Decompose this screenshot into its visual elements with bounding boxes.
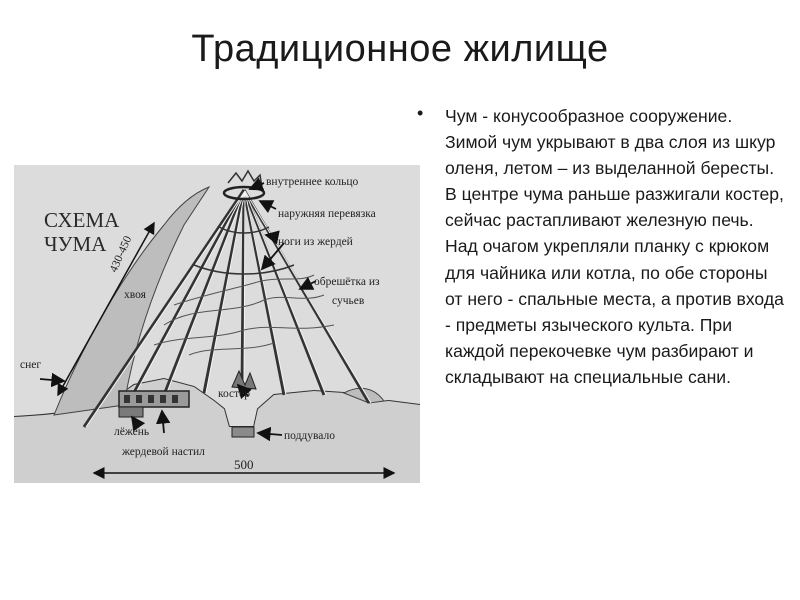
label-outer-tie: наружняя перевязка [278, 208, 376, 220]
air-vent [232, 427, 254, 437]
label-pole-legs: ноги из жердей [278, 236, 353, 248]
label-snow: снег [20, 359, 42, 371]
width-dim-label: 500 [234, 457, 254, 472]
label-lathing-line2: сучьев [332, 295, 365, 307]
bullet-marker: • [417, 103, 424, 123]
label-lathing-line1: обрешётка из [314, 276, 380, 288]
label-pole-floor: жердевой настил [122, 446, 205, 458]
label-needles: хвоя [124, 289, 146, 301]
label-bed: лёжень [114, 426, 150, 438]
chum-diagram-drawing [14, 165, 420, 483]
label-air-vent: поддувало [284, 430, 335, 442]
bed-log [119, 407, 143, 417]
label-inner-ring: внутреннее кольцо [266, 176, 359, 188]
label-fire: костёр [218, 388, 251, 400]
chum-diagram [14, 165, 420, 483]
slide-title: Традиционное жилище [191, 28, 609, 70]
schema-title-line1: СХЕМА [44, 208, 120, 232]
schema-title-line2: ЧУМА [44, 232, 107, 256]
bullet-text: Чум - конусообразное сооружение. Зимой чум укрывают в два слоя из шкур оленя, летом – из выделанной бересты. В центре чума раньше разжигали костер, сейчас растапливают железную печь. Над очагом укрепляли планку с крюком для чайника или котла, по обе стороны от него - спальные места, а против входа - предметы языческого культа. При каждой перекочевке чум разбирают и складывают на специальные сани. [445, 106, 784, 387]
height-dim-label: 430-450 [107, 234, 135, 275]
